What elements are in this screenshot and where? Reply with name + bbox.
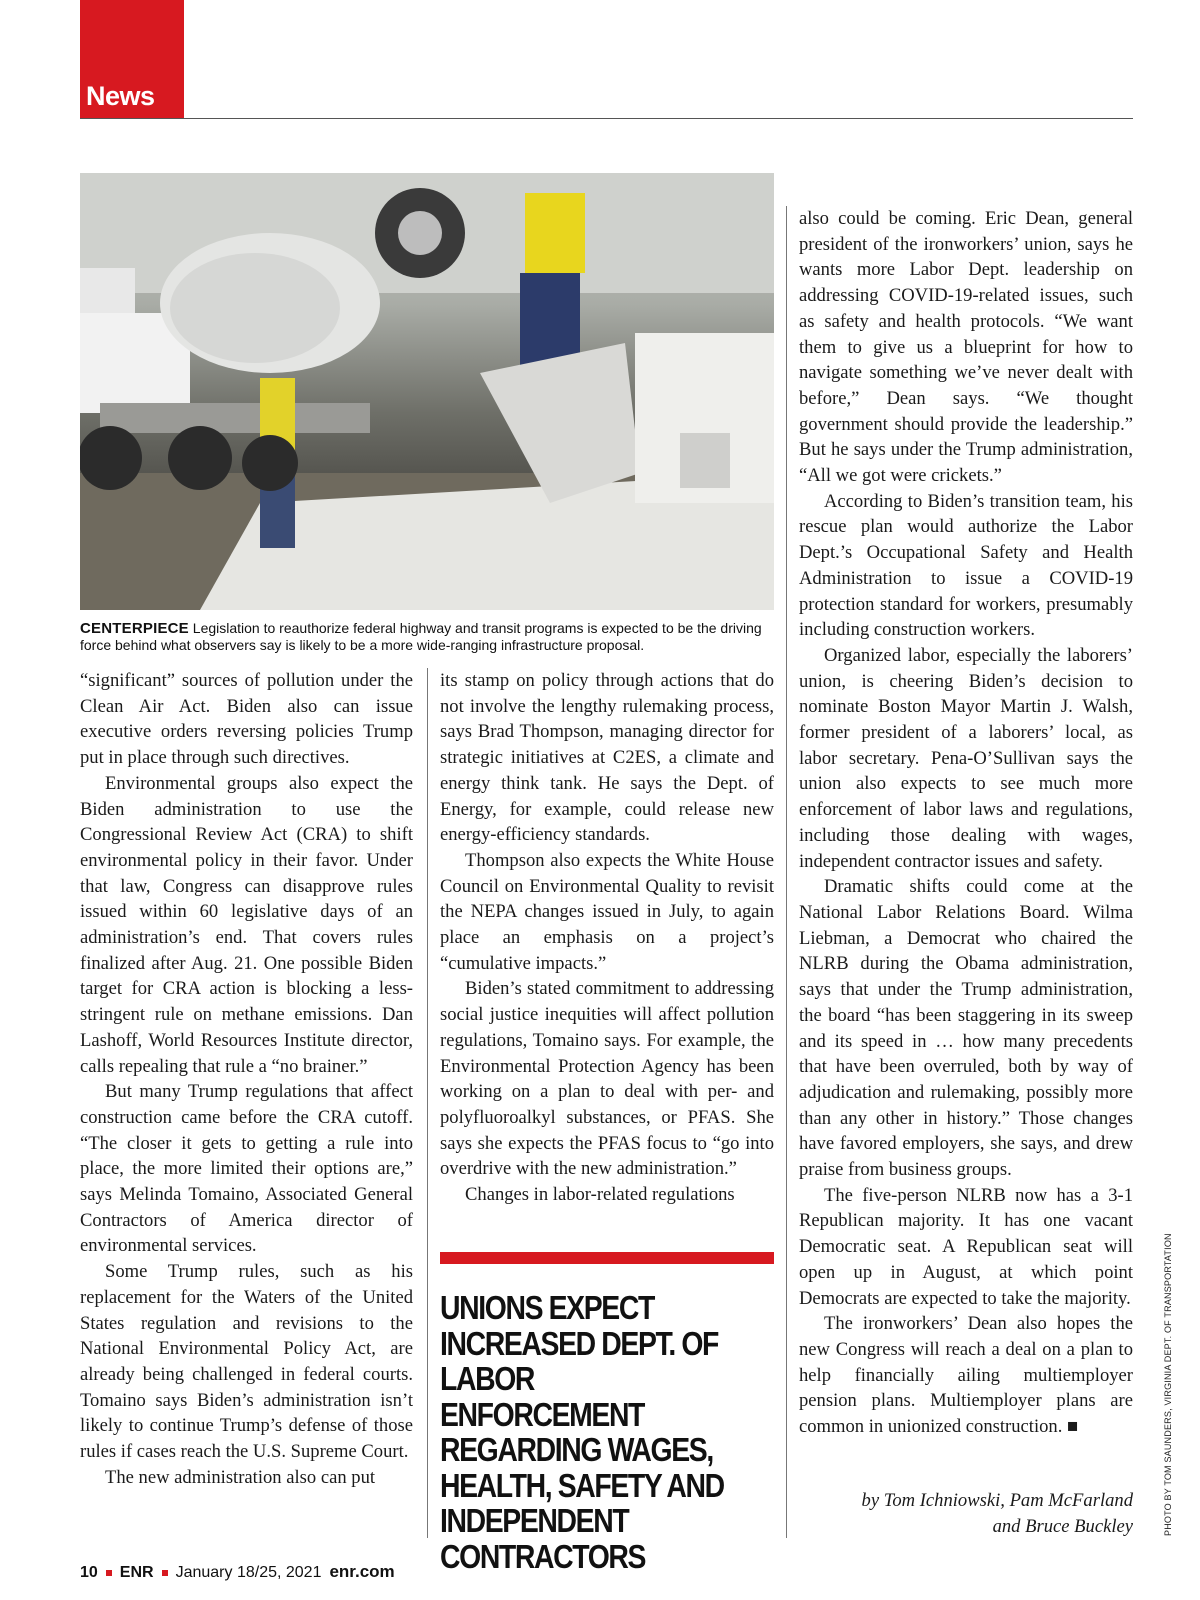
magazine-name: ENR [119,1564,154,1581]
article-column-2 [440,668,774,1208]
paragraph: Thompson also expects the White House Council on Environmental Quality to revisit the NEPA changes issued in July, to again place an emphasis on a project’s “cumulative impacts.” [440,849,774,974]
paragraph: Biden’s stated commitment to addressing social justice inequities will affect pollution regulations, Tomaino says. For example, the Environmental Protection Agency has been working on a plan to deal with per- and polyfluoroalkyl substances, or PFAS. She says she expects the PFAS focus to “go into overdrive with the new administration.” [440,978,774,1180]
concrete-mixer-photo [80,173,774,610]
paragraph: Organized labor, especially the laborers’ union, is cheering Biden’s decision to nominate Boston Mayor Martin J. Walsh, former president of a laborers’ local, as labor secretary. Pena-O’Sullivan says the union also expects to see much more enforcement of labor laws and regulations, including those dealing with wages, independent contractor issues and safety. [799,644,1133,872]
paragraph: Dramatic shifts could come at the National Labor Relations Board. Wilma Liebman, a Democrat who chaired the NLRB during the Obama administration, says that under the Trump administration, the board “has been staggering in its sweep and its speed in … how many precedents that have been overruled, both by way of adjudication and rulemaking, possibly more than any other in history.” Those changes have favored employers, she says, and drew praise from business groups. [799,876,1133,1181]
separator-square [162,1570,168,1576]
paragraph: The ironworkers’ Dean also hopes the new Congress will reach a deal on a plan to help financially ailing multiemployer pension plans. Multiemployer plans are common in unionized construction. ■ [799,1313,1133,1438]
column-rule [427,668,428,1538]
photo-credit: PHOTO BY TOM SAUNDERS, VIRGINIA DEPT. OF TRANSPORTATION [1163,1233,1173,1536]
byline-line: by Tom Ichniowski, Pam McFarland [861,1490,1133,1511]
header-rule [80,118,1133,119]
page-number: 10 [80,1564,98,1581]
paragraph: But many Trump regulations that affect construction came before the CRA cutoff. “The closer it gets to getting a rule into place, the more limited their options are,” says Melinda Tomaino, Associated General Contractors of America director of environmental services. [80,1081,413,1257]
paragraph: its stamp on policy through actions that do not involve the lengthy rulemaking process, says Brad Thompson, managing director for strategic initiatives at C2ES, a climate and energy think tank. He says the Dept. of Energy, for example, could release new energy-efficiency standards. [440,670,774,846]
separator-square [106,1570,112,1576]
paragraph: “significant” sources of pollution under the Clean Air Act. Biden also can issue executive orders reversing policies Trump put in place through such directives. [80,670,413,769]
section-label: News [86,81,155,111]
paragraph: Some Trump rules, such as his replacement for the Waters of the United States regulation and revisions to the National Environmental Policy Act, are already being challenged in federal courts. Tomaino says Biden’s administration isn’t likely to continue Trump’s defense of those rules if cases reach the U.S. Supreme Court. [80,1261,413,1463]
byline [799,1488,1133,1539]
paragraph: According to Biden’s transition team, his rescue plan would authorize the Labor Dept.’s Occupational Safety and Health Administration to issue a COVID-19 protection standard for workers, presumably including construction workers. [799,490,1133,641]
page-footer [80,1562,395,1582]
caption-text: Legislation to reauthorize federal highway and transit programs is expected to be the driving force behind what observers say is likely to be a more wide-ranging infrastructure proposal. [80,620,762,653]
caption-kicker: CENTERPIECE [80,620,189,637]
column-rule [786,206,787,1538]
byline-line: and Bruce Buckley [992,1515,1133,1537]
issue-date: January 18/25, 2021 [175,1564,322,1581]
section-tab [80,0,184,118]
paragraph: The five-person NLRB now has a 3-1 Republican majority. It has one vacant Democratic seat. A Republican seat will open up in August, at which point Democrats are expected to take the majority. [799,1184,1133,1309]
pullquote-bar [440,1252,774,1264]
paragraph: The new administration also can put [105,1466,376,1488]
pullquote: UNIONS EXPECT INCREASED DEPT. OF LABOR ENFORCEMENT REGARDING WAGES, HEALTH, SAFETY AND INDEPENDENT CONTRACTORS [440,1289,724,1575]
paragraph: Environmental groups also expect the Biden administration to use the Congressional Review Act (CRA) to shift environmental policy in their favor. Under that law, Congress can disapprove rules issued within 60 legislative days of an administration’s end. That covers rules finalized after Aug. 21. One possible Biden target for CRA action is blocking a less-stringent rule on methane emissions. Dan Lashoff, World Resources Institute director, calls repealing that rule a “no brainer.” [80,772,413,1077]
photo-caption [80,620,774,654]
photo-illustration [80,173,774,610]
article-column-3 [799,206,1133,1440]
paragraph: Changes in labor-related regulations [465,1184,735,1206]
paragraph: also could be coming. Eric Dean, general president of the ironworkers’ union, says he wants more Labor Dept. leadership on addressing COVID-19-related issues, such as safety and health protocols. “We want them to give us a blueprint for how to navigate something we’ve never dealt with before,” Dean says. “We thought government should provide the leadership.” But he says under the Trump administration, “All we got were crickets.” [799,208,1133,487]
article-column-1 [80,668,413,1491]
site-link[interactable]: enr.com [329,1562,395,1581]
